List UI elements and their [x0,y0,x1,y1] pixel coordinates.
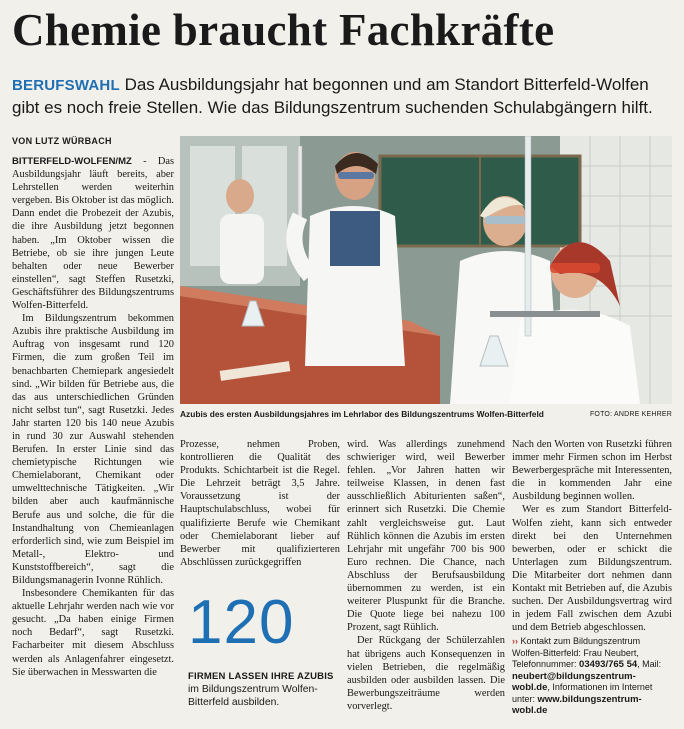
caption-text: Azubis des ersten Ausbildungsjahres im Lehrlabor des Bildungszentrums Wolfen-Bitterfeld [180,409,544,419]
paragraph: Wer es zum Standort Bitterfeld-Wolfen zieht, kann sich entweder direkt bei den Unternehmen bewerben, oder er schickt die Unterlagen zum Bildungszentrum. Die Mitarbeiter dort nehmen dann Kontakt mit Betrieben auf, die Azubis suchen. Der Ausbildungsvertrag wird in jedem Fall zwischen dem Azubi und dem Betrieb abgeschlossen. [512,504,672,634]
article-column-3 [347,438,505,725]
paragraph: wird. Was allerdings zunehmend schwieriger wird, weil Bewerber fehlen. „Vor Jahren hatten wir teilweise Klassen, in denen fast ausschließlich Abiturienten saßen“, erinnert sich Rusetzki. Die Chemie zahlt vergleichsweise gut. Laut Rühlich können die Azubis im ersten Lehrjahr mit ungefähr 700 bis 900 Euro rechnen. Die Chance, nach Abschluss der Berufsausbildung übernommen zu werden, ist ein weiterer Pluspunkt für die Branche. Die Quote liege bei nahezu 100 Prozent, sagt Rühlich. [347,439,505,634]
paragraph: Insbesondere Chemikanten für das aktuelle Lehrjahr werden nach wie vor gesucht. „Da haben einige Firmen noch Bedarf“, sagt Rusetzki. Facharbeiter mit diesem Abschluss werden als Anlagenfahrer eingesetzt. Sie überwachen in Messwarten die [12,588,174,678]
paragraph: Prozesse, nehmen Proben, kontrollieren die Qualität des Produkts. Schichtarbeit ist die Regel. Die Lehrzeit beträgt 3,5 Jahre. Voraussetzung ist der Hauptschulabschluss, wobei für qualifizierte Berufe wie Chemikant oder Chemielaborant lieber auf Bewerber mit qualifizierteren Abschlüssen zurückgegriffen [180,439,340,568]
deck-kicker: BERUFSWAHL [12,77,120,94]
highlight-desc: im Bildungszentrum Wolfen-Bitterfeld ausbilden. [188,684,318,709]
article-column-1 [12,155,174,725]
contact-email-link[interactable]: neubert@bildungszentrum-wobl.de [512,670,636,694]
headline: Chemie braucht Fachkräfte [12,5,555,55]
deck [12,74,674,119]
contact-phone: 03493/765 54 [579,659,638,671]
contact-info-box [512,636,672,717]
photo-credit: FOTO: ANDRE KEHRER [589,410,672,418]
highlight-text [188,670,338,709]
paragraph: Nach den Worten von Rusetzki führen immer mehr Firmen schon im Herbst Bewerbergespräche mit Interessenten, die in kommenden Jahr eine Ausbildung beginnen wollen. [512,439,672,503]
lab-photo-illustration [180,136,672,404]
photo-caption [180,406,672,422]
paragraph: Im Bildungszentrum bekommen Azubis ihre praktische Ausbildung im Auftrag von insgesamt rund 120 Firmen, die zum großen Teil im benachbarten Chemiepark angesiedelt sind. „Wir bilden für Betriebe aus, die das aus unterschiedlichen Gründen nicht selbst tun“, sagt Rusetzki. Jedes Jahr starten 120 bis 140 neue Azubis in rund 30 zur Auswahl stehenden Berufen. In erster Linie sind das chemietypische Richtungen wie Chemielaborant, Chemikant oder umwelttechnische Tätigkeiten. „Wir bilden aber auch kaufmännische Berufe aus und solche, die für die Instandhaltung von Chemieanlagen erforderlich sind, wie zum Beispiel im Metall-, Elektro- und Kunststoffbereich“, sagt die Bildungsmanagerin Ivonne Rühlich. [12,313,174,586]
arrow-icon: ›› [512,636,518,647]
highlight-label: FIRMEN LASSEN IHRE AZUBIS [188,671,334,682]
lab-photo [180,136,672,404]
contact-text: Kontakt zum Bildungszentrum Wolfen-Bitterfeld: Frau Neubert, Telefonnummer: [512,636,641,670]
contact-mail-label: , Mail: [637,659,662,670]
highlight-number: 120 [188,588,295,657]
byline: VON LUTZ WÜRBACH [12,136,112,146]
dateline: BITTERFELD-WOLFEN/MZ [12,156,132,167]
paragraph-text: - Das Ausbildungsjahr läuft bereits, aber Lehrstellen werden weiterhin vergeben. Bis Oktober ist das möglich. Dann endet die Probezeit der Azubis, die ihre Ausbildung jetzt begonnen haben. „Im Oktober wissen die Betriebe, ob sie ihre jungen Leute behalten oder neue Bewerber einstellen“, sagt Steffen Rusetzki, Geschäftsführer des Bildungszentrums Wolfen-Bitterfeld. [12,156,174,312]
article-column-4 [512,438,672,725]
paragraph: Der Rückgang der Schülerzahlen hat übrigens auch Konsequenzen in vielen Betrieben, die regelmäßig ausbilden oder ausbilden lassen. Die Bewerbungszeiträume werden vorverlegt. [347,635,505,712]
contact-website-link[interactable]: www.bildungszentrum-wobl.de [512,693,642,717]
article-column-2 [180,438,340,588]
deck-text: Das Ausbildungsjahr hat begonnen und am Standort Bitterfeld-Wolfen gibt es noch freie Stellen. Wie das Bildungszentrum suchenden Schulabgängern hilft. [12,75,653,117]
contact-web-label: , Informationen im Internet unter: [512,682,653,704]
paragraph [12,155,174,312]
